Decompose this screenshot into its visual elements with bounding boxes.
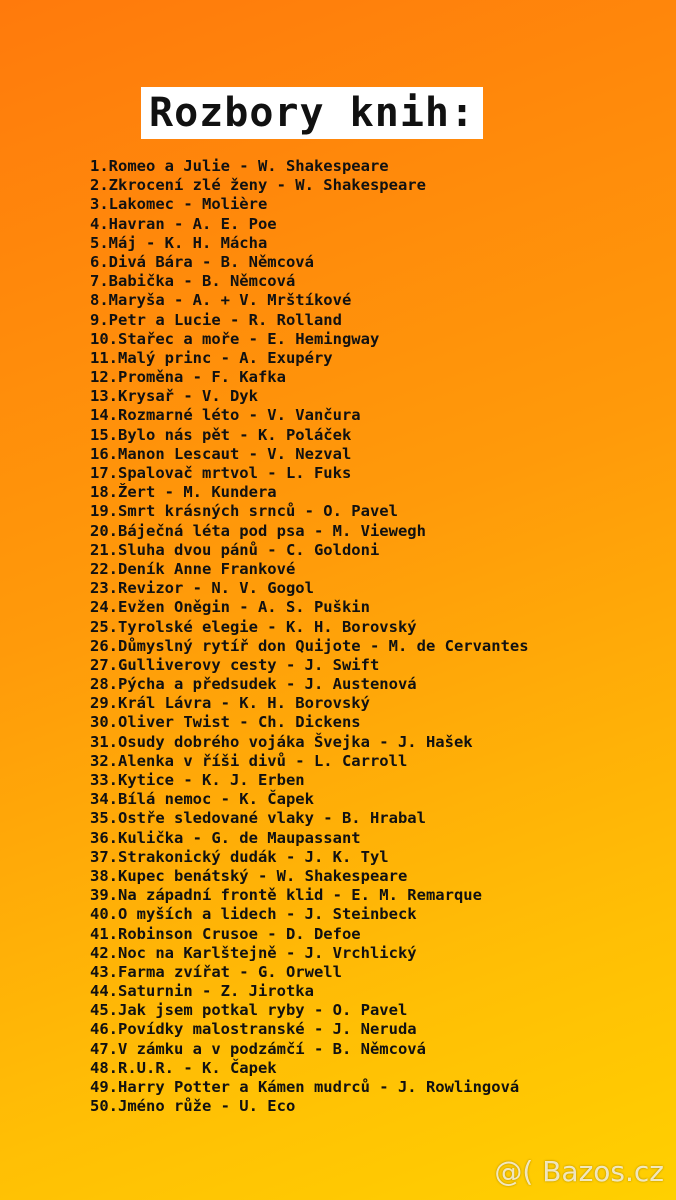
book-list-item: 18.Žert - M. Kundera bbox=[90, 483, 277, 502]
book-list-item: 19.Smrt krásných srnců - O. Pavel bbox=[90, 502, 398, 521]
book-list-item: 36.Kulička - G. de Maupassant bbox=[90, 828, 361, 847]
book-list-item: 29.Král Lávra - K. H. Borovský bbox=[90, 694, 370, 713]
book-list-item: 1.Romeo a Julie - W. Shakespeare bbox=[90, 157, 389, 175]
book-list-item: 48.R.U.R. - K. Čapek bbox=[90, 1058, 277, 1077]
book-list-item: 45.Jak jsem potkal ryby - O. Pavel bbox=[90, 1001, 408, 1020]
book-list-item: 21.Sluha dvou pánů - C. Goldoni bbox=[90, 540, 380, 559]
book-list-item: 43.Farma zvířat - G. Orwell bbox=[90, 962, 342, 981]
book-list-item: 41.Robinson Crusoe - D. Defoe bbox=[90, 924, 361, 943]
book-list-item: 9.Petr a Lucie - R. Rolland bbox=[90, 310, 342, 329]
book-list-item: 26.Důmyslný rytíř don Quijote - M. de Cervantes bbox=[90, 636, 529, 655]
book-list-item: 46.Povídky malostranské - J. Neruda bbox=[90, 1020, 417, 1039]
book-list-item: 35.Ostře sledované vlaky - B. Hrabal bbox=[90, 809, 426, 828]
book-list-item: 10.Stařec a moře - E. Hemingway bbox=[90, 329, 380, 348]
book-list-item: 23.Revizor - N. V. Gogol bbox=[90, 579, 314, 598]
book-list-item: 20.Báječná léta pod psa - M. Viewegh bbox=[90, 521, 426, 540]
book-list-item: 47.V zámku a v podzámčí - B. Němcová bbox=[90, 1039, 426, 1058]
book-list-item: 11.Malý princ - A. Exupéry bbox=[90, 348, 333, 367]
book-list-item: 34.Bílá nemoc - K. Čapek bbox=[90, 790, 314, 809]
book-list bbox=[90, 157, 529, 1116]
book-list-item: 16.Manon Lescaut - V. Nezval bbox=[90, 444, 352, 463]
book-list-item: 7.Babička - B. Němcová bbox=[90, 272, 296, 291]
book-list-item: 4.Havran - A. E. Poe bbox=[90, 214, 277, 233]
book-list-item: 6.Divá Bára - B. Němcová bbox=[90, 252, 314, 271]
bazos-watermark: @( Bazos.cz bbox=[494, 1155, 664, 1188]
book-list-item: 8.Maryša - A. + V. Mrštíkové bbox=[90, 291, 352, 310]
book-list-item: 33.Kytice - K. J. Erben bbox=[90, 771, 305, 789]
book-list-item: 32.Alenka v říši divů - L. Carroll bbox=[90, 751, 408, 770]
book-list-item: 31.Osudy dobrého vojáka Švejka - J. Hašek bbox=[90, 732, 473, 751]
book-list-item: 17.Spalovač mrtvol - L. Fuks bbox=[90, 464, 352, 482]
book-list-item: 14.Rozmarné léto - V. Vančura bbox=[90, 406, 361, 425]
book-list-item: 27.Gulliverovy cesty - J. Swift bbox=[90, 655, 380, 674]
title-box bbox=[141, 87, 483, 139]
book-list-item: 50.Jméno růže - U. Eco bbox=[90, 1097, 296, 1116]
book-list-item: 40.O myších a lidech - J. Steinbeck bbox=[90, 905, 417, 924]
book-list-item: 42.Noc na Karlštejně - J. Vrchlický bbox=[90, 943, 417, 962]
book-list-item: 22.Deník Anne Frankové bbox=[90, 559, 296, 578]
book-list-item: 38.Kupec benátský - W. Shakespeare bbox=[90, 866, 408, 885]
book-list-item: 24.Evžen Oněgin - A. S. Puškin bbox=[90, 598, 370, 617]
book-list-item: 25.Tyrolské elegie - K. H. Borovský bbox=[90, 617, 417, 636]
book-list-item: 44.Saturnin - Z. Jirotka bbox=[90, 982, 314, 1001]
book-list-item: 15.Bylo nás pět - K. Poláček bbox=[90, 425, 352, 444]
book-list-item: 13.Krysař - V. Dyk bbox=[90, 387, 258, 406]
book-list-item: 28.Pýcha a předsudek - J. Austenová bbox=[90, 675, 417, 694]
book-list-item: 39.Na západní frontě klid - E. M. Remarque bbox=[90, 886, 482, 905]
book-list-item: 5.Máj - K. H. Mácha bbox=[90, 233, 268, 252]
book-list-item: 3.Lakomec - Molière bbox=[90, 195, 268, 214]
book-list-item: 30.Oliver Twist - Ch. Dickens bbox=[90, 713, 361, 732]
page-title: Rozbory knih: bbox=[149, 90, 476, 136]
book-list-item: 2.Zkrocení zlé ženy - W. Shakespeare bbox=[90, 176, 426, 195]
book-list-item: 12.Proměna - F. Kafka bbox=[90, 368, 286, 387]
book-list-item: 37.Strakonický dudák - J. K. Tyl bbox=[90, 847, 389, 866]
book-list-item: 49.Harry Potter a Kámen mudrců - J. Rowlingová bbox=[90, 1078, 520, 1096]
